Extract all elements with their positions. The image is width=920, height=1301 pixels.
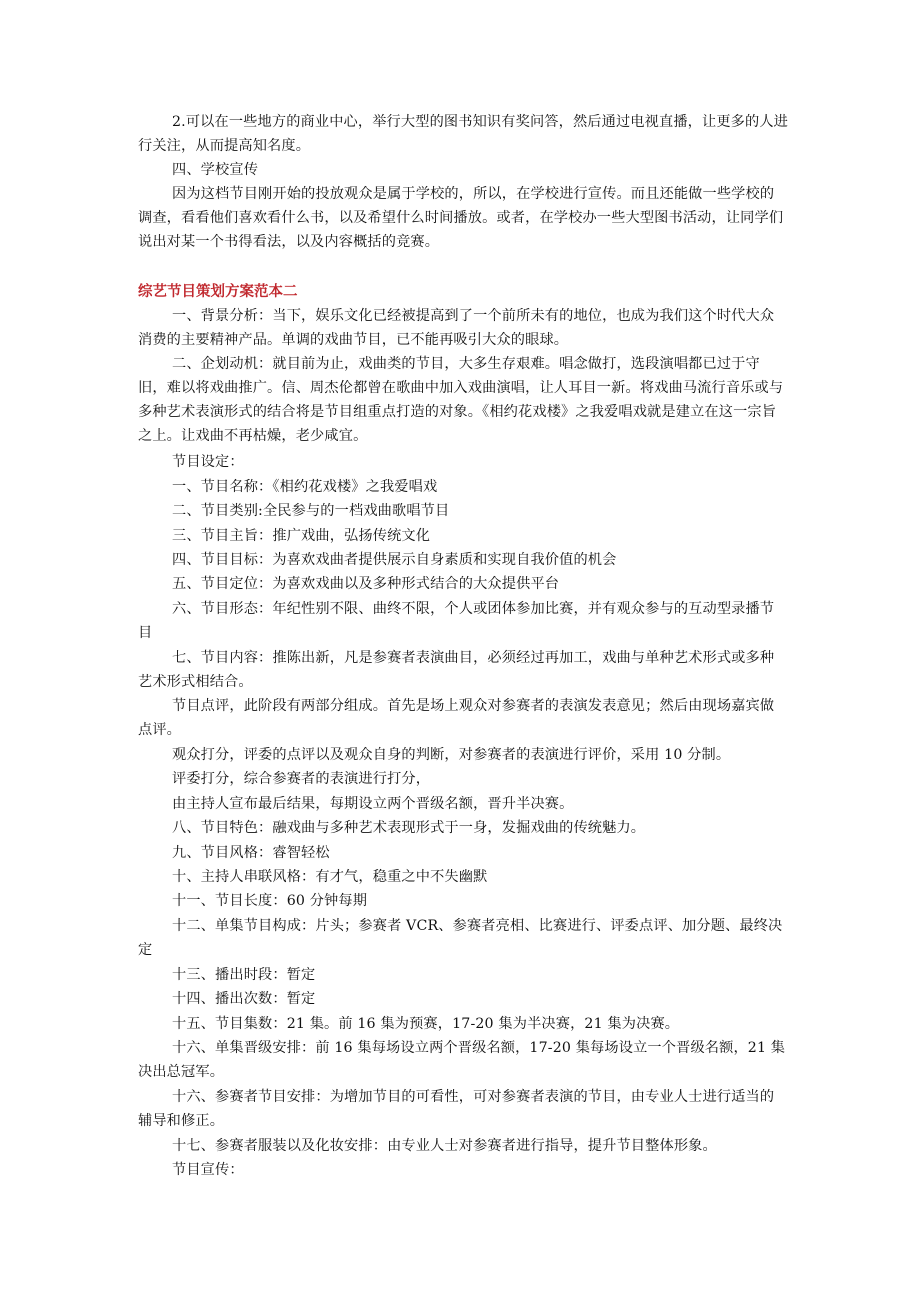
paragraph-purpose: 三、节目主旨：推广戏曲，弘扬传统文化 <box>172 528 431 544</box>
paragraph-goal: 四、节目目标：为喜欢戏曲者提供展示自身素质和实现自我价值的机会 <box>172 552 617 568</box>
paragraph-contestant-program: 十六、参赛者节目安排：为增加节目的可看性，可对参赛者表演的节目，由专业人士进行适当的辅导和修正。 <box>138 1089 775 1129</box>
paragraph-settings-label: 节目设定： <box>172 454 244 470</box>
paragraph-host-style: 十、主持人串联风格：有才气，稳重之中不失幽默 <box>172 869 488 885</box>
paragraph-style: 九、节目风格：睿智轻松 <box>172 845 330 861</box>
paragraph-promotion-rules: 十六、单集晋级安排：前 16 集每场设立两个晋级名额，17-20 集每场设立一个晋级名额，21 集决出总冠军。 <box>138 1040 786 1080</box>
paragraph-background: 一、背景分析：当下，娱乐文化已经被提高到了一个前所未有的地位，也成为我们这个时代大众消费的主要精神产品。单调的戏曲节目，已不能再吸引大众的眼球。 <box>138 308 775 348</box>
paragraph-publicity-label: 节目宣传： <box>172 1162 244 1178</box>
paragraph-episodes: 十五、节目集数：21 集。前 16 集为预赛，17-20 集为半决赛，21 集为决赛。 <box>172 1016 680 1032</box>
paragraph-top-2: 四、学校宣传 <box>172 162 259 178</box>
paragraph-result: 由主持人宣布最后结果，每期设立两个晋级名额，晋升半决赛。 <box>172 796 574 812</box>
section-title: 综艺节目策划方案范本二 <box>138 284 298 300</box>
paragraph-content: 七、节目内容：推陈出新，凡是参赛者表演曲目，必须经过再加工，戏曲与单种艺术形式或多种艺术形式相结合。 <box>138 650 775 690</box>
paragraph-positioning: 五、节目定位：为喜欢戏曲以及多种形式结合的大众提供平台 <box>172 576 560 592</box>
paragraph-top-3: 因为这档节目刚开始的投放观众是属于学校的，所以，在学校进行宣传。而且还能做一些学校的调查，看看他们喜欢看什么书，以及希望什么时间播放。或者，在学校办一些大型图书活动，让同学们说出对某一个书得看法，以及内容概括的竞赛。 <box>138 186 784 250</box>
paragraph-airtime: 十三、播出时段：暂定 <box>172 967 316 983</box>
paragraph-audience-score: 观众打分，评委的点评以及观众自身的判断，对参赛者的表演进行评价，采用 10 分制。 <box>172 747 731 763</box>
paragraph-composition: 十二、单集节目构成：片头；参赛者 VCR、参赛者亮相、比赛进行、评委点评、加分题、最终决定 <box>138 918 783 958</box>
paragraph-motivation: 二、企划动机：就目前为止，戏曲类的节目，大多生存艰难。唱念做打，选段演唱都已过于守旧，难以将戏曲推广。信、周杰伦都曾在歌曲中加入戏曲演唱，让人耳目一新。将戏曲马流行音乐或与多种艺术表演形式的结合将是节目组重点打造的对象。《相约花戏楼》之我爱唱戏就是建立在这一宗旨之上。让戏曲不再枯燥，老少咸宜。 <box>138 356 784 444</box>
paragraph-airings: 十四、播出次数：暂定 <box>172 991 316 1007</box>
paragraph-format: 六、节目形态：年纪性别不限、曲终不限，个人或团体参加比赛，并有观众参与的互动型录播节目 <box>138 601 775 641</box>
paragraph-judge-score: 评委打分，综合参赛者的表演进行打分， <box>172 771 431 787</box>
paragraph-category: 二、节目类别:全民参与的一档戏曲歌唱节目 <box>172 503 450 519</box>
paragraph-costume: 十七、参赛者服装以及化妆安排：由专业人士对参赛者进行指导，提升节目整体形象。 <box>172 1138 717 1154</box>
paragraph-review: 节目点评，此阶段有两部分组成。首先是场上观众对参赛者的表演发表意见；然后由现场嘉宾做点评。 <box>138 698 775 738</box>
paragraph-features: 八、节目特色：融戏曲与多种艺术表现形式于一身，发掘戏曲的传统魅力。 <box>172 820 646 836</box>
paragraph-top-1: 2.可以在一些地方的商业中心，举行大型的图书知识有奖问答，然后通过电视直播，让更多的人进行关注，从而提高知名度。 <box>138 114 789 154</box>
paragraph-length: 十一、节目长度：60 分钟每期 <box>172 893 368 909</box>
paragraph-name: 一、节目名称：《相约花戏楼》之我爱唱戏 <box>172 479 438 495</box>
